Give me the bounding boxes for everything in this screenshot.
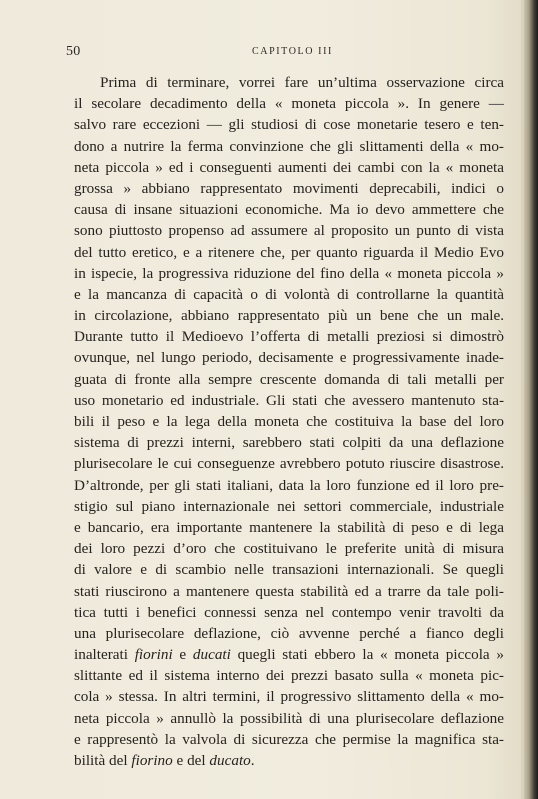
text-run: bilità del: [74, 752, 132, 769]
text-line: in circolazione, abbiano rappresentato più un bene che un male.: [74, 307, 504, 325]
text-line: stati riuscirono a mantenere questa stabilità ed a trarre da tale poli-: [74, 582, 504, 600]
text-line: tica tutti i benefici connessi senza nel contempo venir travolti da: [74, 603, 504, 621]
running-head: CAPITOLO III: [252, 46, 333, 57]
text-line: di valore e di scambio nelle transazioni internazionali. Se quegli: [74, 561, 504, 579]
text-line: e rappresentò la valvola di sicurezza che permise la magnifica sta-: [74, 730, 504, 748]
text-line: dei loro pezzi d’oro che costituivano le preferite unità di misura: [74, 540, 504, 558]
text-line: dono a nutrire la ferma convinzione che gli slittamenti della « mo-: [74, 137, 504, 155]
text-line: neta piccola » ed i conseguenti aumenti dei cambi con la « moneta: [74, 158, 504, 176]
text-line-last: [74, 750, 504, 771]
text-line: neta piccola » annullò la possibilità di una plurisecolare deflazione: [74, 709, 504, 727]
text-line: bili il peso e la lega della moneta che costituiva la base del loro: [74, 413, 504, 430]
text-line: D’altronde, per gli stati italiani, data la loro funzione ed il loro pre-: [74, 476, 504, 494]
text-run: quegli stati ebbero la « moneta piccola »: [230, 646, 504, 664]
text-line: e la mancanza di capacità o di volontà di controllarne la quantità: [74, 285, 504, 303]
text-run: e: [172, 646, 193, 664]
book-spine-shadow: [524, 0, 538, 799]
text-line: uso monetario ed industriale. Gli stati che avessero mantenuto sta-: [74, 391, 504, 409]
text-line: plurisecolare le cui conseguenze avrebbero potuto riuscire disastrose.: [74, 455, 504, 473]
text-line: e bancario, era importante mantenere la stabilità di peso e di lega: [74, 518, 504, 536]
italic-term-ducato: ducato: [209, 752, 251, 769]
text-run: .: [250, 752, 255, 769]
text-line: sono piuttosto propenso ad assumere al proposito un punto di vista: [74, 222, 504, 240]
text-run: e del: [172, 752, 210, 769]
text-line: Durante tutto il Medioevo l’offerta di metalli preziosi si dimostrò: [74, 328, 504, 346]
text-line: una plurisecolare deflazione, ciò avvenne perché a fianco degli: [74, 624, 504, 642]
text-line: grossa » abbiano rappresentato movimenti deprecabili, indici o: [74, 179, 504, 197]
text-line: sistema di prezzi interni, sarebbero stati colpiti da una deflazione: [74, 434, 504, 452]
italic-term-ducati: ducati: [192, 646, 231, 664]
text-line: in ispecie, la progressiva riduzione del fino della « moneta piccola »: [74, 264, 504, 282]
text-line: slittante ed il sistema interno dei prezzi basato sulla « moneta pic-: [74, 667, 504, 685]
text-line: salvo rare eccezioni — gli studiosi di cose monetarie tesero e ten-: [74, 116, 504, 134]
text-line: il secolare decadimento della « moneta piccola ». In genere —: [74, 95, 504, 113]
body-paragraph: [74, 72, 504, 771]
text-line: Prima di terminare, vorrei fare un’ultima osservazione circa: [100, 74, 504, 91]
text-line: guata di fronte alla sempre crescente domanda di tali metalli per: [74, 370, 504, 388]
text-line: causa di insane situazioni economiche. Ma io devo ammettere che: [74, 201, 504, 219]
text-run: inalterati: [74, 646, 135, 664]
text-line: cola » stessa. In altri termini, il progressivo slittamento della « mo-: [74, 688, 504, 706]
text-line: stigio sul piano internazionale nei settori commerciale, industriale: [74, 497, 504, 515]
text-line: [74, 644, 504, 665]
italic-term-fiorino: fiorino: [131, 752, 173, 769]
text-line: del tutto eretico, e a ritenere che, per quanto riguarda il Medio Evo: [74, 243, 504, 261]
page-number: 50: [66, 44, 81, 59]
italic-term-fiorini: fiorini: [134, 646, 173, 664]
text-line: ovunque, nel lungo periodo, decisamente e progressivamente inade-: [74, 349, 504, 367]
